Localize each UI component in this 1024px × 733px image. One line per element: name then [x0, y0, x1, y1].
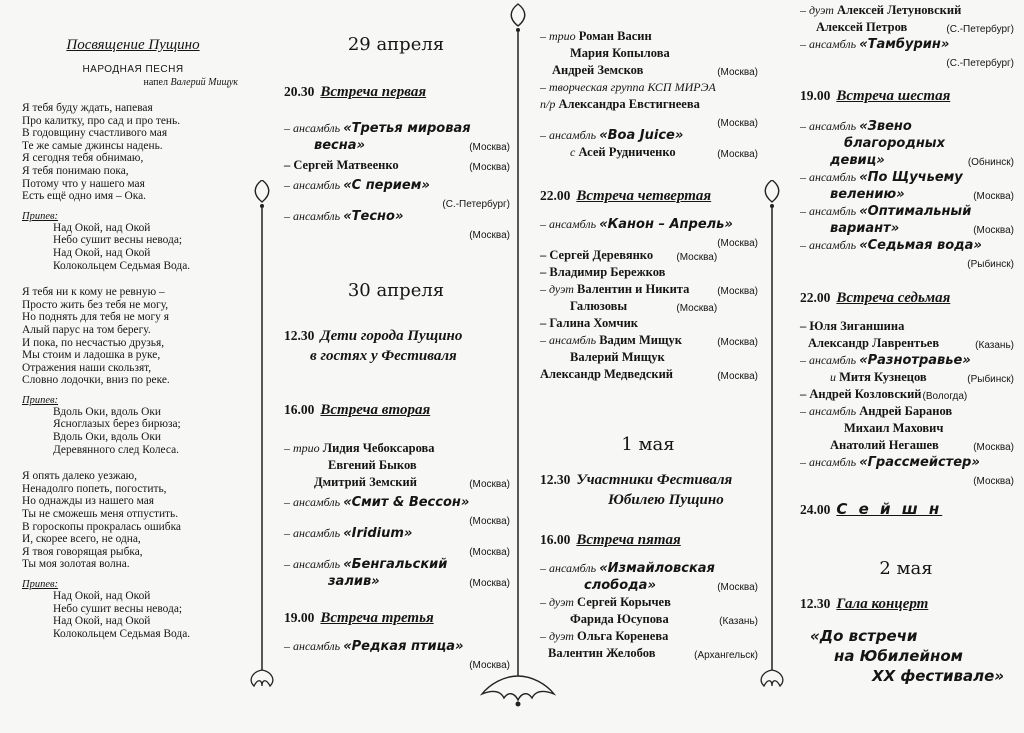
performer-name: «По Щучьему: [859, 170, 963, 185]
session-time: 12.30: [540, 472, 571, 487]
performer-role: – ансамбль: [800, 204, 857, 218]
performer-city: (Москва): [717, 337, 758, 348]
performer-list: [284, 440, 510, 592]
performer-name: «Третья мировая: [343, 121, 471, 136]
performer-role: – ансамбль: [800, 238, 857, 252]
song-title: Посвящение Пущино: [66, 37, 200, 53]
performer-cont: [284, 137, 510, 154]
final-message-line: на Юбилейном: [834, 647, 963, 665]
performer: [800, 169, 1014, 186]
chorus-line: Колокольцем Седьмая Вода.: [53, 627, 191, 640]
chorus-line: Деревянного след Колеса.: [53, 443, 179, 456]
performer-city: (Обнинск): [967, 157, 1014, 168]
date-heading: 30 апреля: [347, 280, 445, 301]
chorus-line: Над Окой, над Окой: [53, 615, 151, 628]
performer-role: – ансамбль: [284, 557, 341, 571]
performer-name: Фарида Юсупова: [570, 612, 669, 626]
session-heading: [284, 402, 430, 419]
chorus-line: Небо сушит весны невода;: [53, 602, 183, 615]
performer-city: (Москва): [469, 660, 510, 671]
performer-role: – трио: [284, 441, 320, 455]
chorus-line: Вдоль Оки, вдоль Оки: [53, 405, 161, 418]
session-time: 20.30: [284, 84, 315, 99]
verse-2: [22, 286, 244, 387]
verse-line: Есть ещё одно имя – Ока.: [22, 190, 146, 203]
performer: [800, 454, 1014, 471]
performer-name: Алексей Летуновский: [837, 3, 962, 17]
performer-city: (Москва): [717, 238, 758, 249]
session-time: 12.30: [800, 596, 831, 611]
session-heading: [800, 290, 950, 307]
performer-list: [540, 216, 758, 385]
session-name: Встреча пятая: [576, 532, 681, 548]
performer-cont: [284, 573, 510, 590]
chorus-line: Колокольцем Седьмая Вода.: [53, 259, 191, 272]
performer-name: «Оптимальный: [859, 204, 972, 219]
performer-cont: [540, 96, 758, 113]
performer-role: – ансамбль: [800, 119, 857, 133]
performer-cont: [540, 366, 758, 383]
performer-city: (Москва): [973, 442, 1014, 453]
performer-name: «Измайловская: [599, 561, 715, 576]
verse-line: Я тебя буду ждать, напевая: [22, 102, 153, 114]
performer-cont: [540, 645, 758, 662]
performer-name: Александр Медведский: [540, 367, 673, 381]
session-name: в гостях у Фестиваля: [310, 348, 457, 364]
performer-name: Сергей Корычев: [577, 595, 671, 609]
song-column: [22, 0, 244, 640]
performer-cont: [540, 611, 758, 628]
performer: [284, 177, 510, 194]
performer-role: – дуэт: [800, 3, 834, 17]
performer-name: Мария Копылова: [570, 46, 670, 60]
performer: [540, 628, 758, 645]
performer-city: (Москва): [676, 252, 718, 263]
performer-city: (С.-Петербург): [946, 24, 1014, 35]
performer-city: (Казань): [975, 340, 1014, 351]
date-heading: 2 мая: [879, 558, 933, 579]
song-subtitle: НАРОДНАЯ ПЕСНЯ: [82, 64, 184, 75]
performer-city: (Рыбинск): [967, 374, 1014, 385]
performer-name: «Тамбурин»: [859, 37, 950, 52]
performer-cont: [800, 220, 1014, 237]
session-time: 24.00: [800, 502, 831, 517]
performer-cont: [800, 186, 1014, 203]
performer-role: – ансамбль: [540, 128, 597, 142]
performer: [800, 203, 1014, 220]
performer-city: (Вологда): [922, 391, 968, 402]
session-time: 16.00: [284, 402, 315, 417]
author-name: Валерий Мищук: [170, 77, 238, 88]
performer-name: «Седьмая вода»: [859, 238, 982, 253]
chorus-line: Над Окой, над Окой: [53, 246, 151, 259]
performer-cont: [800, 420, 1014, 437]
chorus-3: [22, 590, 244, 640]
performer-name: – Юля Зиганшина: [800, 319, 905, 333]
performer: [540, 560, 758, 577]
performer-role: – ансамбль: [800, 404, 857, 418]
performer-city: (Москва): [469, 142, 510, 153]
performer: [284, 120, 510, 137]
performer-role: п/р: [540, 97, 556, 111]
performer-list: [800, 318, 1014, 490]
performer-cont: [800, 369, 1014, 386]
performer-name: – Сергей Матвеенко: [284, 158, 399, 172]
session-heading-cont: [608, 492, 724, 509]
chorus-line: Вдоль Оки, вдоль Оки: [53, 431, 161, 444]
performer-role: – ансамбль: [540, 217, 597, 231]
performer-city: (Казань): [719, 616, 758, 627]
verse-line: И, скорее всего, не одна,: [22, 533, 141, 546]
performer: [800, 318, 1014, 335]
performer-role: – дуэт: [540, 595, 574, 609]
session-name: Юбилею Пущино: [608, 492, 724, 508]
verse-line: В гороскопы прокралась ошибка: [22, 520, 181, 533]
performer-name: «Звено: [859, 119, 912, 134]
performer-name: «Boa Juice»: [599, 128, 684, 143]
performer-name: Валентин и Никита: [577, 282, 690, 296]
performer-name: Андрей Баранов: [859, 404, 953, 418]
performer-name: – Сергей Деревянко: [540, 248, 654, 262]
performer-name: Дмитрий Земский: [314, 475, 417, 489]
verse-line: В годовщину счастливого мая: [22, 127, 168, 140]
final-message-line: XX фестивале»: [872, 667, 1005, 685]
verse-line: Мы стоим и ладошка в руке,: [22, 349, 161, 362]
performer-name: «С перием»: [343, 178, 430, 193]
performer-role: – ансамбль: [540, 561, 597, 575]
performer-name: Роман Васин: [578, 29, 652, 43]
verse-line: Но однажды из нашего мая: [22, 495, 155, 508]
session-heading: [540, 188, 711, 205]
performer-name: Анатолий Негашев: [830, 438, 939, 452]
song-author: [22, 77, 244, 88]
performer-name: «Редкая птица»: [343, 639, 464, 654]
session-time: 22.00: [800, 290, 831, 305]
session-name: Встреча третья: [320, 610, 434, 626]
performer-list: [284, 120, 510, 244]
verse-line: И пока, по несчастью друзья,: [22, 336, 165, 349]
performer-list: [800, 2, 1014, 72]
performer-city: (Москва): [973, 225, 1014, 236]
performer-city: (Москва): [469, 479, 510, 490]
performer-cont: [800, 437, 1014, 454]
chorus-line: Ясноглазых берез бирюза;: [53, 418, 181, 431]
date-heading: 1 мая: [621, 434, 675, 455]
performer-list: [800, 118, 1014, 273]
performer-name: «Канон – Апрель»: [599, 217, 733, 232]
performer-name: «Разнотравье»: [859, 353, 971, 368]
performer: [800, 386, 1014, 403]
session-time: 19.00: [284, 610, 315, 625]
verse-line: Ненадолго попеть, погостить,: [22, 482, 167, 495]
chorus-label: Припев:: [22, 210, 59, 222]
performer-city: (Архангельск): [694, 650, 758, 661]
performer-role: – трио: [540, 29, 576, 43]
performer-role: – дуэт: [540, 629, 574, 643]
performer-city: (С.-Петербург): [946, 58, 1014, 69]
performer-cont: [540, 298, 758, 315]
date-heading: 29 апреля: [347, 34, 445, 55]
session-time: 19.00: [800, 88, 831, 103]
performer-cont: [540, 349, 758, 366]
performer-city: (Москва): [469, 547, 510, 558]
session-heading: [800, 88, 950, 105]
performer-city: (С.-Петербург): [442, 199, 510, 210]
session-name: Гала концерт: [836, 596, 929, 612]
performer-name: слобода»: [584, 578, 656, 593]
session-name: Встреча шестая: [836, 88, 951, 104]
performer: [284, 157, 510, 174]
performer-city: (Москва): [469, 578, 510, 589]
performer-role: – дуэт: [540, 282, 574, 296]
performer-name: – Владимир Бережков: [540, 265, 666, 279]
session-heading: [284, 328, 462, 345]
verse-line: Я тебя ни к кому не ревную –: [22, 286, 165, 299]
performer-city: (Москва): [717, 118, 758, 129]
performer-role: – ансамбль: [540, 333, 597, 347]
session-time: 16.00: [540, 532, 571, 547]
session-heading: [800, 596, 928, 613]
performer-name: Ольга Коренева: [577, 629, 669, 643]
performer-role: – ансамбль: [800, 353, 857, 367]
chorus-label: Припев:: [22, 394, 59, 406]
performer-cont: [800, 19, 1014, 36]
performer-city: (Москва): [717, 67, 758, 78]
performer-cont: [800, 254, 1014, 268]
performer-role: – ансамбль: [800, 170, 857, 184]
performer-cont: [540, 577, 758, 594]
verse-line: Ты моя золотая волна.: [22, 558, 130, 571]
performer-role: – ансамбль: [284, 526, 341, 540]
performer: [800, 2, 1014, 19]
performer-role: – ансамбль: [284, 178, 341, 192]
performer-role: и: [830, 370, 836, 384]
performer-name: Евгений Быков: [328, 458, 417, 472]
session-heading: [284, 84, 426, 101]
chorus-line: Над Окой, над Окой: [53, 221, 151, 234]
session-heading: [540, 532, 681, 549]
verse-1: [22, 102, 244, 203]
performer-list: [540, 28, 758, 163]
verse-line: Отражения наши скользят,: [22, 361, 152, 374]
performer-cont: [284, 511, 510, 525]
session-heading-cont: [310, 348, 457, 365]
author-prefix: напел: [143, 77, 168, 88]
performer-city: (Москва): [973, 191, 1014, 202]
performer-cont: [540, 113, 758, 127]
verse-line: Я тебя понимаю пока,: [22, 164, 129, 177]
performer-name: Алексей Петров: [816, 20, 908, 34]
performer-name: – Андрей Козловский: [800, 387, 922, 401]
performer-name: Вадим Мищук: [599, 333, 682, 347]
final-message-line: «До встречи: [810, 627, 918, 645]
chorus-line: Над Окой, над Окой: [53, 590, 151, 602]
performer-name: Галюзовы: [570, 299, 628, 313]
performer-role: – ансамбль: [800, 37, 857, 51]
performer-cont: [284, 474, 510, 491]
performer: [540, 594, 758, 611]
performer-role: – ансамбль: [284, 495, 341, 509]
verse-line: Ты не сможешь меня отпустить.: [22, 508, 179, 521]
performer-city: (Москва): [469, 516, 510, 527]
verse-line: Но поднять для тебя не могу я: [22, 311, 169, 324]
performer-name: велению»: [830, 187, 905, 202]
performer-cont: [540, 233, 758, 247]
performer-role: – ансамбль: [284, 209, 341, 223]
performer-name: «Бенгальский: [343, 557, 448, 572]
performer: [800, 403, 1014, 420]
performer-name: Асей Рудниченко: [578, 145, 676, 159]
performer-name: весна»: [314, 138, 365, 153]
performer-name: Валерий Мищук: [570, 350, 665, 364]
performer: [800, 118, 1014, 135]
performer-city: (Москва): [469, 230, 510, 241]
session-name: Участники Фестиваля: [576, 472, 733, 488]
session-name: Встреча четвертая: [576, 188, 712, 204]
performer-list: [540, 560, 758, 664]
verse-line: Словно лодочки, вниз по реке.: [22, 374, 170, 387]
session-time: 22.00: [540, 188, 571, 203]
performer: [540, 79, 758, 96]
performer-cont: [284, 655, 510, 669]
performer-city: (Москва): [717, 149, 758, 160]
performer-cont: [540, 62, 758, 79]
performer-name: Александра Евстигнеева: [558, 97, 700, 111]
chorus-label: Припев:: [22, 579, 59, 590]
performer-cont: [284, 194, 510, 208]
verse-line: Просто жить без тебя не могу,: [22, 298, 169, 311]
verse-line: Алый парус на том берегу.: [22, 323, 151, 336]
performer-role: с: [570, 145, 576, 159]
performer-name: «Грассмейстер»: [859, 455, 980, 470]
performer: [540, 28, 758, 45]
verse-line: Я твоя говорящая рыбка,: [22, 545, 143, 558]
performer-name: благородных: [844, 136, 945, 151]
verse-line: Я опять далеко уезжаю,: [22, 470, 138, 483]
performer-cont: [800, 335, 1014, 352]
performer-name: «Смит & Вессон»: [343, 495, 470, 510]
performer-name: «Тесно»: [343, 209, 404, 224]
performer-name: вариант»: [830, 221, 900, 236]
verse-line: Потому что у нашего мая: [22, 177, 145, 190]
performer-role: – ансамбль: [800, 455, 857, 469]
performer-name: девиц»: [830, 153, 885, 168]
verse-line: Те же самые джинсы надень.: [22, 139, 163, 152]
performer-name: Митя Кузнецов: [839, 370, 927, 384]
performer: [284, 638, 510, 655]
performer-cont: [800, 135, 1014, 152]
performer-name: залив»: [328, 574, 380, 589]
performer-name: Валентин Желобов: [548, 646, 656, 660]
performer-role: – ансамбль: [284, 121, 341, 135]
performer: [800, 352, 1014, 369]
session-heading: [800, 500, 942, 519]
performer-name: «Iridium»: [343, 526, 413, 541]
performer-name: Лидия Чебоксарова: [322, 441, 435, 455]
performer-city: (Рыбинск): [967, 259, 1014, 270]
performer-name: – Галина Хомчик: [540, 316, 639, 330]
performer: [284, 494, 510, 511]
session-name: Встреча седьмая: [836, 290, 951, 306]
performer: [540, 216, 758, 233]
performer-city: (Москва): [973, 476, 1014, 487]
performer-role: – творческая группа КСП МИРЭА: [540, 80, 716, 94]
chorus-2: [22, 406, 244, 456]
verse-line: Я сегодня тебя обнимаю,: [22, 152, 144, 165]
session-heading: [284, 610, 434, 627]
session-name: С е й ш н: [836, 500, 943, 518]
performer: [284, 440, 510, 457]
performer-cont: [284, 542, 510, 556]
session-time: 12.30: [284, 328, 315, 343]
performer-cont: [800, 53, 1014, 67]
performer: [800, 36, 1014, 53]
session-name: Встреча первая: [320, 84, 427, 100]
performer-city: (Москва): [676, 303, 718, 314]
performer-name: Александр Лаврентьев: [808, 336, 940, 350]
performer-name: Михаил Махович: [844, 421, 944, 435]
final-message: [810, 626, 1016, 686]
performer-city: (Москва): [717, 582, 758, 593]
performer-city: (Москва): [717, 371, 758, 382]
performer-cont: [800, 152, 1014, 169]
verse-3: [22, 470, 244, 571]
chorus-line: Небо сушит весны невода;: [53, 234, 183, 247]
performer-city: (Москва): [469, 162, 510, 173]
performer-cont: [284, 457, 510, 474]
performer-cont: [540, 45, 758, 62]
session-heading: [540, 472, 732, 489]
chorus-1: [22, 222, 244, 272]
performer-city: (Москва): [717, 286, 758, 297]
performer-list: [284, 638, 510, 674]
performer-name: Андрей Земсков: [552, 63, 644, 77]
performer: [800, 237, 1014, 254]
ornament-divider-left: [244, 180, 280, 700]
session-name: Встреча вторая: [320, 402, 431, 418]
performer-role: – ансамбль: [284, 639, 341, 653]
performer-cont: [540, 144, 758, 161]
verse-line: Про калитку, про сад и про тень.: [22, 114, 181, 127]
session-name: Дети города Пущино: [320, 328, 463, 344]
performer-cont: [800, 471, 1014, 485]
